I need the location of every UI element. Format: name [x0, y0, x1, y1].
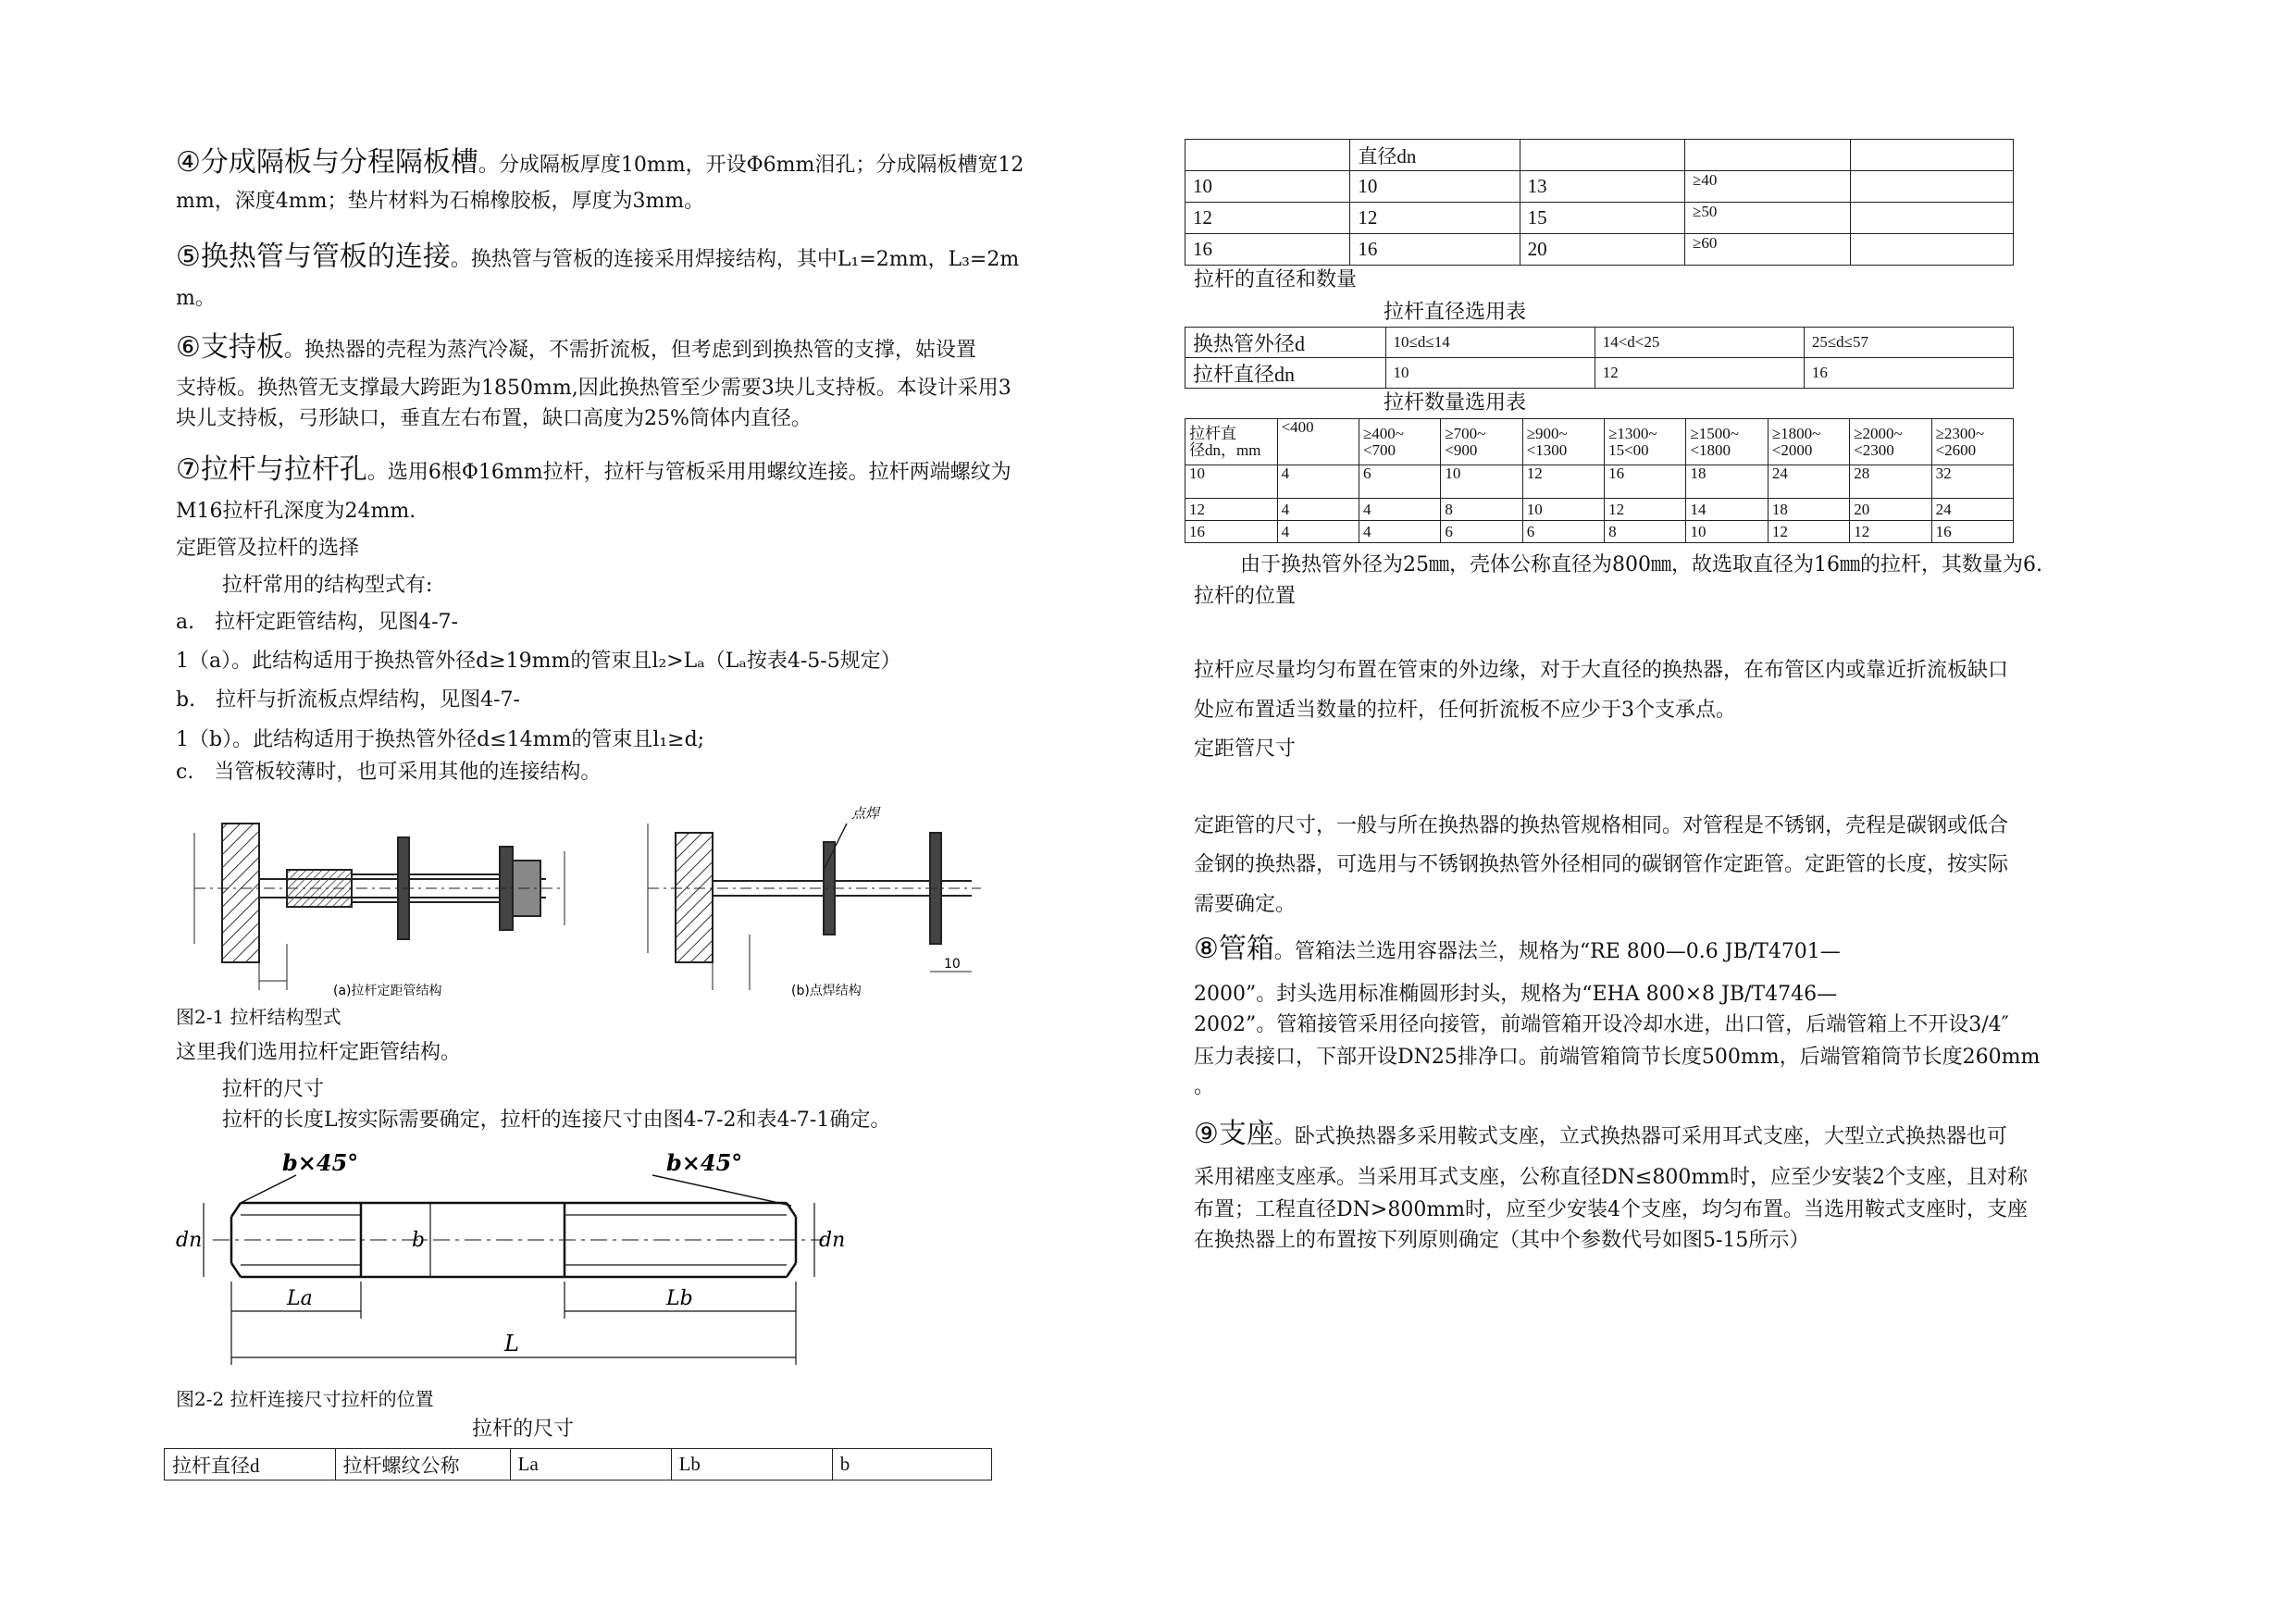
table-cell: 10 — [1185, 465, 1278, 499]
table-cell: 10 — [1385, 358, 1595, 389]
fig2-bx45-right: b×45° — [666, 1152, 743, 1176]
table-cell: 18 — [1686, 465, 1768, 499]
spacer-line-1: 定距管的尺寸，一般与所在换热器的换热管规格相同。对管程是不锈钢，壳程是碳钢或低合 — [1194, 814, 2009, 837]
table-cell: 24 — [1931, 499, 2013, 521]
section-4-heading: ④分成隔板与分程隔板槽 — [176, 146, 478, 179]
fig2-dn-left: dn — [176, 1229, 203, 1252]
section-8-line-3: 2002”。管箱接管采用径向接管，前端管箱开设冷却水进，出口管，后端管箱上不开设3/4″ — [1194, 1013, 2009, 1036]
table-cell: 16 — [1605, 465, 1686, 499]
spacer-line-2: 金钢的换热器，可选用与不锈钢换热管外径相同的碳钢管作定距管。定距管的长度，按实际 — [1194, 853, 2009, 876]
table-cell: 16 — [1804, 358, 2013, 389]
table-header-cell: 拉杆直径d — [165, 1449, 336, 1481]
table-cell: 10 — [1350, 171, 1520, 203]
table-cell: ≥40 — [1685, 171, 1851, 203]
section-8-line-5: 。 — [1194, 1075, 1215, 1098]
table-row — [1185, 140, 2014, 171]
table-cell: 10 — [1441, 465, 1522, 499]
structure-types-intro: 拉杆常用的结构型式有: — [222, 574, 433, 597]
table-cell: 4 — [1359, 521, 1440, 543]
rod-size-table — [164, 1448, 992, 1481]
section-6-line-2: 支持板。换热管无支撑最大跨距为1850mm,因此换热管至少需要3块儿支持板。本设计采用3 — [176, 377, 1011, 400]
table-row — [1185, 521, 2014, 543]
item-b-line-2: 1（b）。此结构适用于换热管外径d≤14mm的管束且l₁≥d; — [176, 728, 705, 751]
table-cell: 10 — [1185, 171, 1350, 203]
table-cell: 10≤d≤14 — [1385, 328, 1595, 358]
section-4-line-1: ④分成隔板与分程隔板槽。分成隔板厚度10mm，开设Φ6mm泪孔；分成隔板槽宽12 — [176, 146, 1024, 179]
fig1-weld-label: 点焊 — [851, 805, 880, 822]
table-cell: 20 — [1520, 234, 1684, 266]
table-cell — [1851, 203, 2014, 234]
table-row — [1185, 203, 2014, 234]
fig1-caption-b: (b)点焊结构 — [791, 984, 862, 998]
table-cell: 拉杆直径dn — [1185, 358, 1386, 389]
spacer-size-title: 定距管尺寸 — [1194, 737, 1297, 761]
section-8-line-1: ⑧管箱。管箱法兰选用容器法兰，规格为“RE 800—0.6 JB/T4701— — [1194, 933, 1841, 965]
table-cell: ≥50 — [1685, 203, 1851, 234]
table-cell: 6 — [1441, 521, 1522, 543]
table-cell: 4 — [1277, 521, 1359, 543]
table-cell: 12 — [1595, 358, 1804, 389]
rod-count-select-title: 拉杆数量选用表 — [1384, 391, 1527, 415]
table-row — [1185, 358, 2014, 389]
table-cell: 15 — [1520, 203, 1684, 234]
table-header-cell: 拉杆直 径dn，mm — [1185, 419, 1278, 465]
section-7-line-1: ⑦拉杆与拉杆孔。选用6根Φ16mm拉杆，拉杆与管板采用用螺纹连接。拉杆两端螺纹为 — [176, 453, 1011, 486]
item-c: c. 当管板较薄时，也可采用其他的连接结构。 — [176, 761, 602, 784]
table-cell: 12 — [1768, 521, 1849, 543]
fig1-caption-a: (a)拉杆定距管结构 — [333, 984, 442, 998]
table-cell: 10 — [1686, 521, 1768, 543]
table-cell: 24 — [1768, 465, 1849, 499]
table-header-cell: ≥400~ <700 — [1359, 419, 1440, 465]
table-cell: 20 — [1850, 499, 1931, 521]
section-9-line-4: 在换热器上的布置按下列原则确定（其中个参数代号如图5-15所示） — [1194, 1229, 1810, 1252]
figure-2-2-caption: 图2-2 拉杆连接尺寸拉杆的位置 — [176, 1388, 434, 1410]
table-cell: 12 — [1185, 203, 1350, 234]
table-header-cell: ≥1800~ <2000 — [1768, 419, 1849, 465]
table-cell: 6 — [1522, 521, 1604, 543]
table-cell: 直径dn — [1350, 140, 1520, 171]
table-header-cell: ≥900~ <1300 — [1522, 419, 1604, 465]
table-cell: 8 — [1605, 521, 1686, 543]
section-7-heading: ⑦拉杆与拉杆孔 — [176, 453, 367, 486]
table-cell: 4 — [1359, 499, 1440, 521]
table-cell: 12 — [1185, 499, 1278, 521]
section-6-heading: ⑥支持板 — [176, 331, 284, 364]
section-9-line-2: 采用裙座支座承。当采用耳式支座，公称直径DN≤800mm时，应至少安装2个支座，且对称 — [1194, 1166, 2029, 1189]
fig2-La: La — [287, 1287, 313, 1310]
table-cell — [1685, 140, 1851, 171]
fig1-ten-label: 10 — [944, 957, 961, 972]
rod-conclusion: 由于换热管外径为25㎜，壳体公称直径为800㎜，故选取直径为16㎜的拉杆，其数量为6. — [1240, 553, 2042, 576]
table-cell: 14 — [1686, 499, 1768, 521]
section-9-line-1: ⑨支座。卧式换热器多采用鞍式支座，立式换热器可采用耳式支座，大型立式换热器也可 — [1194, 1118, 2007, 1150]
table-cell: 28 — [1850, 465, 1931, 499]
section-5-heading: ⑤换热管与管板的连接 — [176, 241, 451, 273]
table-row — [1185, 234, 2014, 266]
section-8-heading: ⑧管箱 — [1194, 933, 1274, 965]
table-row — [1185, 499, 2014, 521]
item-b-line-1: b. 拉杆与折流板点焊结构，见图4-7- — [176, 688, 520, 712]
table-cell: 6 — [1359, 465, 1440, 499]
table-cell: 13 — [1520, 171, 1684, 203]
fig2-bx45-left: b×45° — [282, 1152, 359, 1176]
spacer-selection-title: 定距管及拉杆的选择 — [176, 537, 360, 560]
item-a-line-1: a. 拉杆定距管结构，见图4-7- — [176, 611, 458, 634]
table-header-cell: b — [832, 1449, 991, 1481]
rod-diameter-table — [1185, 139, 2014, 266]
choose-structure: 这里我们选用拉杆定距管结构。 — [176, 1041, 462, 1064]
table-header-cell: ≥2300~ <2600 — [1931, 419, 2013, 465]
table-cell: 16 — [1350, 234, 1520, 266]
table-header-cell: <400 — [1277, 419, 1359, 465]
table-cell — [1185, 140, 1350, 171]
table-cell: 16 — [1185, 521, 1278, 543]
rod-count-select-table — [1185, 418, 2014, 543]
spacer-line-3: 需要确定。 — [1194, 893, 1297, 916]
rod-position-line-1: 拉杆应尽量均匀布置在管束的外边缘，对于大直径的换热器，在布管区内或靠近折流板缺口 — [1194, 659, 2009, 682]
table-header-cell: ≥1500~ <1800 — [1686, 419, 1768, 465]
section-5-line-2: m。 — [176, 287, 216, 310]
table-row — [1185, 328, 2014, 358]
table-cell: 14<d<25 — [1595, 328, 1804, 358]
section-6-line-3: 块儿支持板，弓形缺口，垂直左右布置，缺口高度为25%筒体内直径。 — [176, 407, 812, 430]
table-header-cell: La — [510, 1449, 671, 1481]
item-a-line-2: 1（a）。此结构适用于换热管外径d≥19mm的管束且l₂>Lₐ（Lₐ按表4-5-5规定） — [176, 650, 901, 673]
section-4-line-2: mm，深度4mm；垫片材料为石棉橡胶板，厚度为3mm。 — [176, 190, 705, 213]
figure-2-1-caption: 图2-1 拉杆结构型式 — [176, 1006, 341, 1028]
rod-size-table-title: 拉杆的尺寸 — [472, 1418, 575, 1441]
table-header-cell: ≥1300~ 15<00 — [1605, 419, 1686, 465]
table-row — [165, 1449, 992, 1481]
section-7-line-2: M16拉杆孔深度为24mm. — [176, 500, 416, 523]
tie-rod-connection-figure — [176, 1152, 879, 1383]
table-header-cell: 拉杆螺纹公称 — [335, 1449, 510, 1481]
table-cell: 4 — [1277, 465, 1359, 499]
rod-position-title: 拉杆的位置 — [1194, 585, 1297, 608]
table-cell: 12 — [1350, 203, 1520, 234]
tie-rod-structure-figure — [176, 796, 990, 999]
table-cell: 18 — [1768, 499, 1849, 521]
rod-size-desc: 拉杆的长度L按实际需要确定，拉杆的连接尺寸由图4-7-2和表4-7-1确定。 — [222, 1109, 891, 1132]
rod-diameter-select-table — [1185, 327, 2014, 389]
fig2-dn-right: dn — [819, 1229, 846, 1252]
table-cell: 12 — [1522, 465, 1604, 499]
table-cell: 25≤d≤57 — [1804, 328, 2013, 358]
rod-size-title: 拉杆的尺寸 — [222, 1078, 325, 1101]
rod-diameter-count-title: 拉杆的直径和数量 — [1194, 268, 1358, 291]
table-cell: 8 — [1441, 499, 1522, 521]
table-cell: 16 — [1931, 521, 2013, 543]
rod-position-line-2: 处应布置适当数量的拉杆，任何折流板不应少于3个支承点。 — [1194, 699, 1736, 722]
table-cell — [1851, 234, 2014, 266]
table-row — [1185, 419, 2014, 465]
table-cell — [1851, 140, 2014, 171]
table-cell: 32 — [1931, 465, 2013, 499]
table-cell: 10 — [1522, 499, 1604, 521]
fig2-b: b — [412, 1229, 426, 1252]
table-cell: 12 — [1605, 499, 1686, 521]
table-cell: 换热管外径d — [1185, 328, 1386, 358]
table-cell — [1520, 140, 1684, 171]
table-cell: ≥60 — [1685, 234, 1851, 266]
section-5-line-1: ⑤换热管与管板的连接。换热管与管板的连接采用焊接结构，其中L₁=2mm，L₃=2m — [176, 241, 1020, 273]
section-8-line-4: 压力表接口，下部开设DN25排净口。前端管箱筒节长度500mm，后端管箱筒节长度260mm — [1194, 1046, 2041, 1069]
table-header-cell: ≥700~ <900 — [1441, 419, 1522, 465]
table-cell: 4 — [1277, 499, 1359, 521]
fig2-Lb: Lb — [666, 1287, 693, 1310]
section-9-heading: ⑨支座 — [1194, 1118, 1274, 1150]
table-cell: 12 — [1850, 521, 1931, 543]
section-6-line-1: ⑥支持板。换热器的壳程为蒸汽冷凝，不需折流板，但考虑到到换热管的支撑，姑设置 — [176, 331, 976, 364]
rod-diameter-select-title: 拉杆直径选用表 — [1384, 301, 1527, 324]
table-cell — [1851, 171, 2014, 203]
fig2-L: L — [504, 1331, 519, 1357]
section-8-line-2: 2000”。封头选用标准椭圆形封头，规格为“EHA 800×8 JB/T4746— — [1194, 983, 1838, 1006]
table-cell: 16 — [1185, 234, 1350, 266]
table-header-cell: Lb — [671, 1449, 832, 1481]
table-header-cell: ≥2000~ <2300 — [1850, 419, 1931, 465]
table-row — [1185, 465, 2014, 499]
table-row — [1185, 171, 2014, 203]
section-9-line-3: 布置；工程直径DN>800mm时，应至少安装4个支座，均匀布置。当选用鞍式支座时，支座 — [1194, 1198, 2029, 1221]
